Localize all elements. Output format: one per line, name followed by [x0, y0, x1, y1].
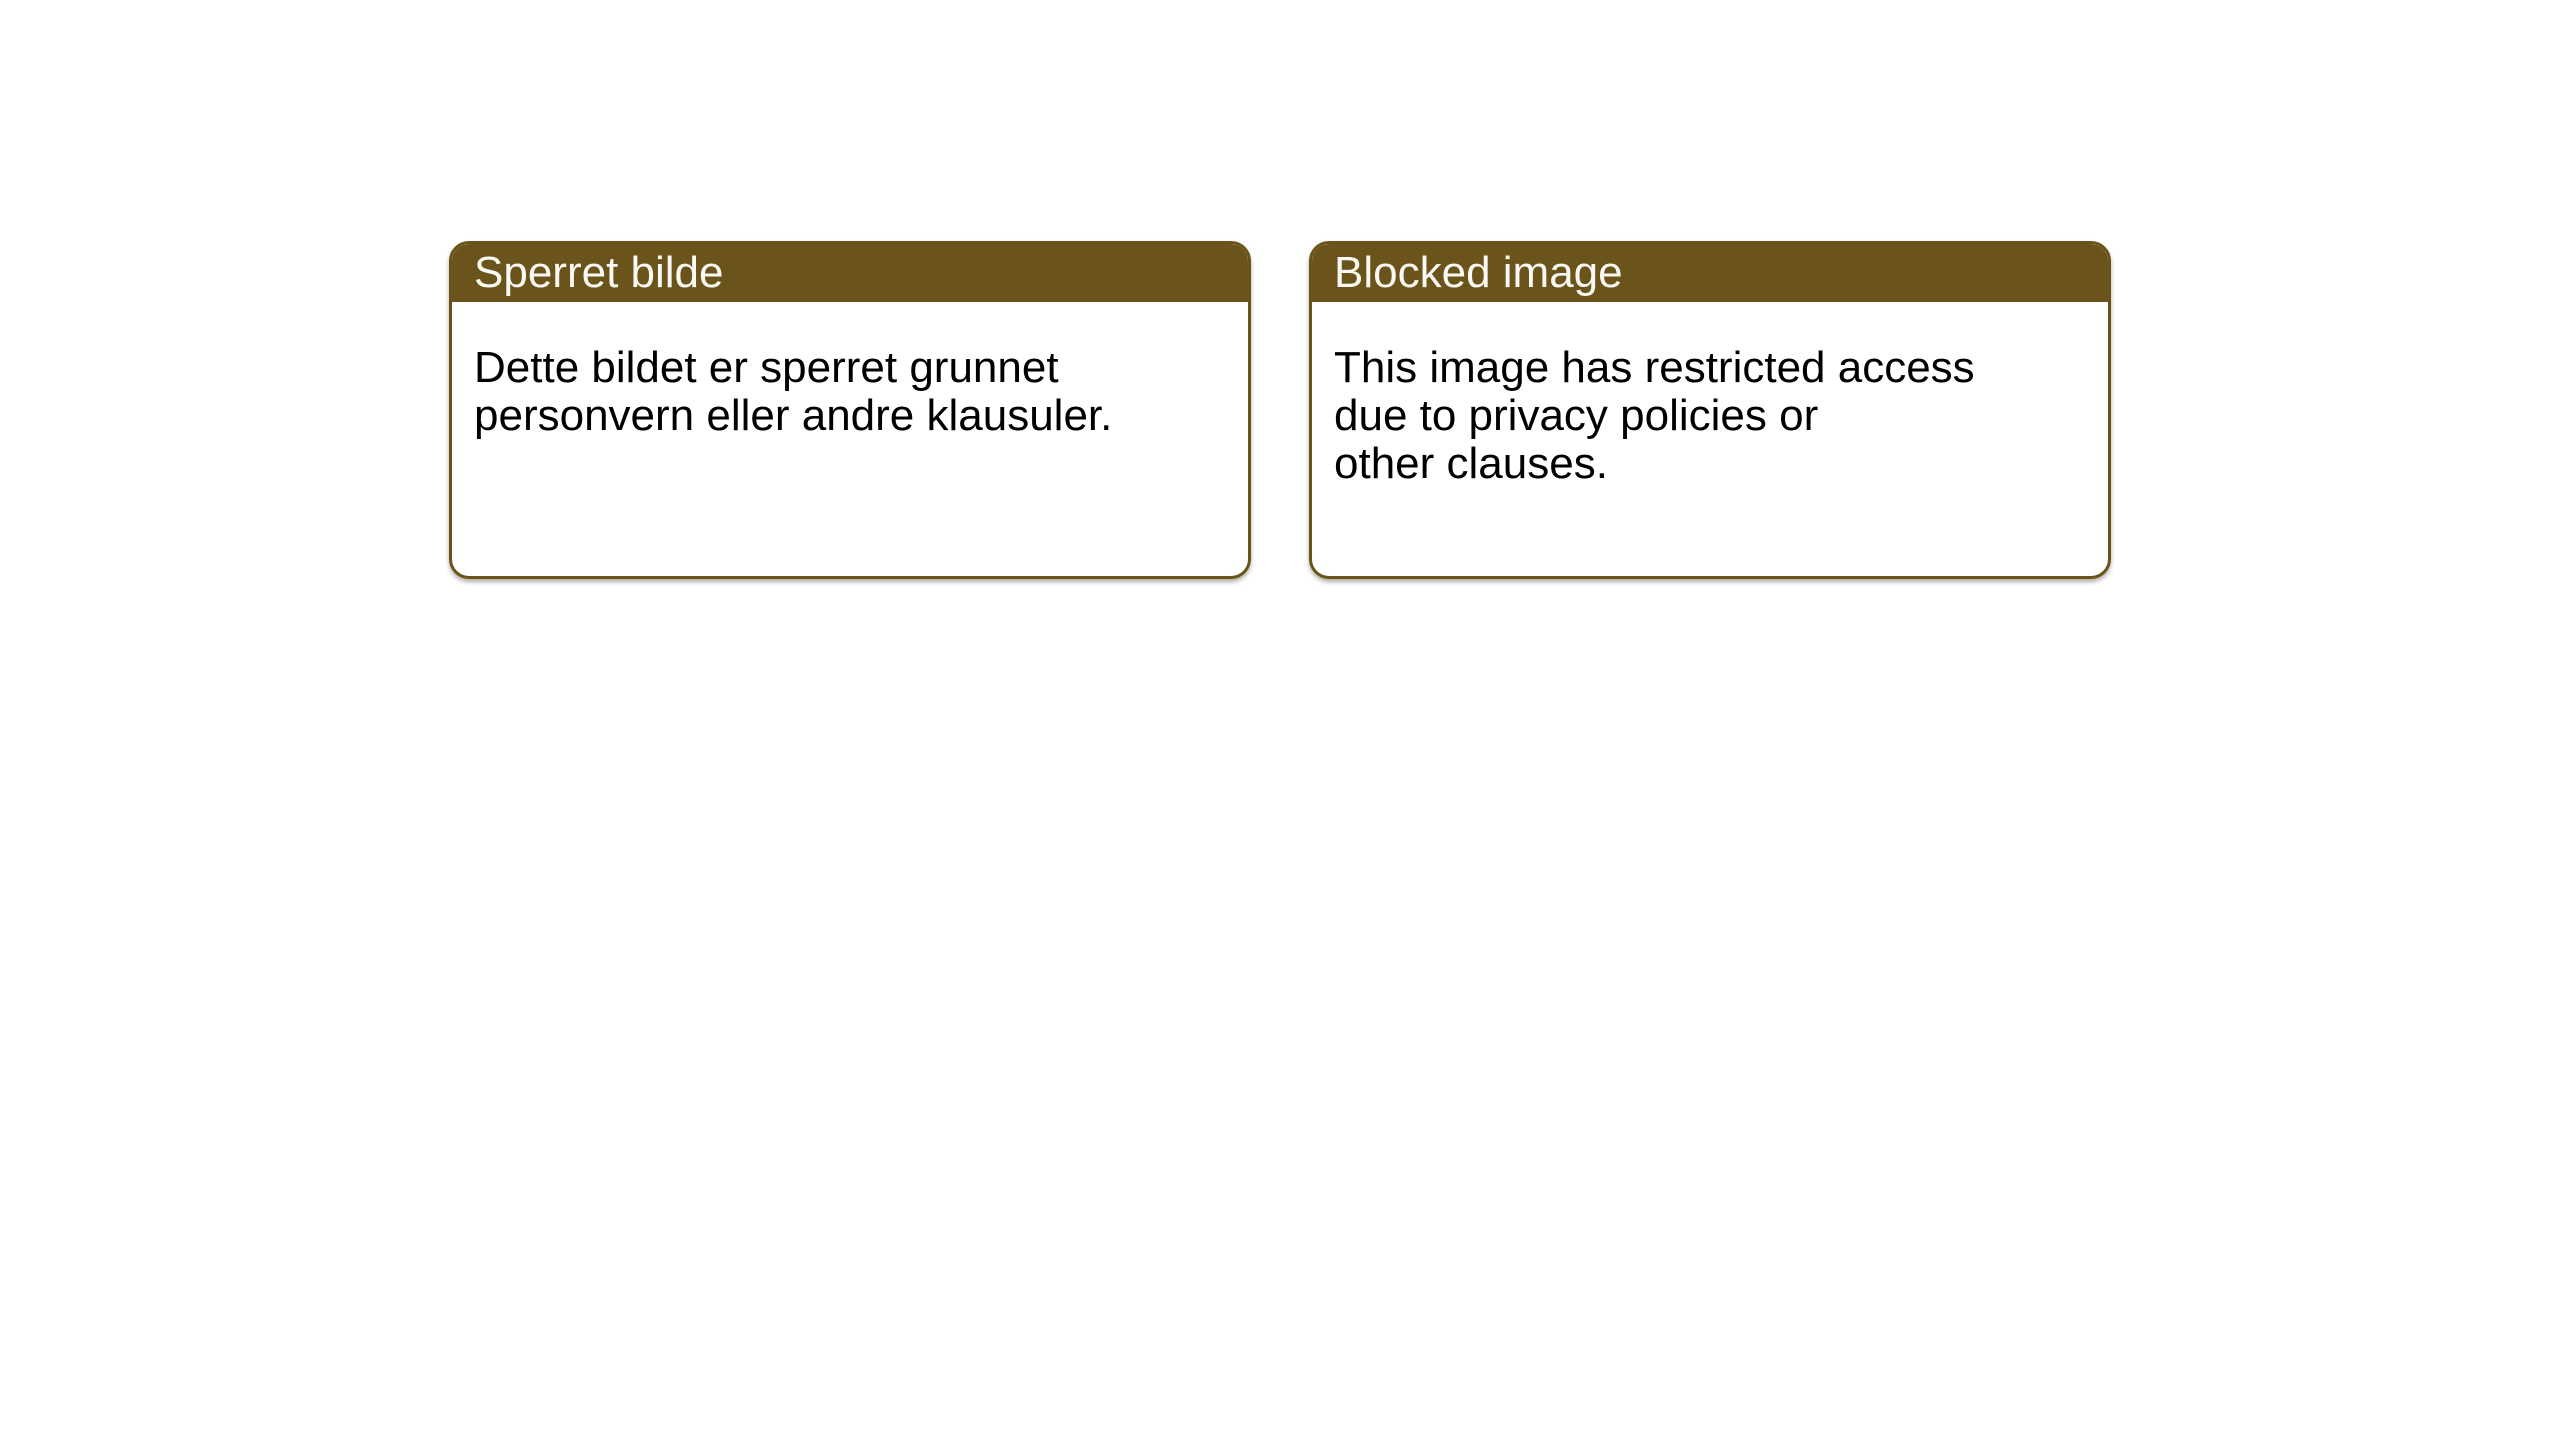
notice-text-line: This image has restricted access — [1334, 343, 1975, 392]
notice-text-line: personvern eller andre klausuler. — [474, 391, 1113, 440]
notice-card-norwegian — [449, 241, 1251, 579]
notice-text-line: due to privacy policies or — [1334, 391, 1819, 440]
notice-text-line: Dette bildet er sperret grunnet — [474, 343, 1059, 392]
notice-text-line: other clauses. — [1334, 439, 1608, 488]
notice-card-body — [452, 302, 1248, 440]
notice-card-english — [1309, 241, 2111, 579]
notice-card-header — [1312, 244, 2108, 302]
notice-card-header — [452, 244, 1248, 302]
notice-card-body — [1312, 302, 2108, 488]
notice-card-title: Sperret bilde — [474, 248, 724, 297]
notice-card-title: Blocked image — [1334, 248, 1623, 297]
